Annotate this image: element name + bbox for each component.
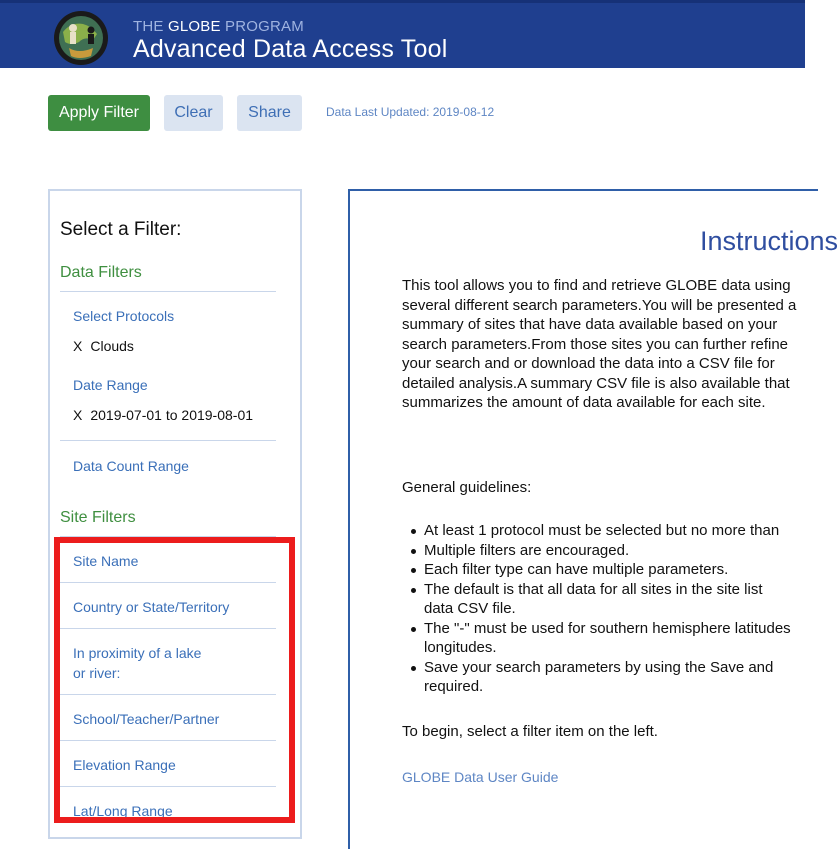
divider [60, 786, 276, 787]
list-item: The "-" must be used for southern hemisphere latitudes longitudes. [408, 619, 828, 658]
remove-date-icon[interactable]: X [73, 407, 83, 423]
app-title: Advanced Data Access Tool [133, 35, 448, 63]
list-item: Each filter type can have multiple parameters. [408, 560, 828, 580]
divider [60, 694, 276, 695]
instructions-panel [348, 189, 838, 849]
instructions-title: Instructions [700, 226, 838, 256]
share-button[interactable]: Share [237, 95, 302, 131]
filter-select-protocols[interactable]: Select Protocols [73, 308, 175, 324]
divider [60, 582, 276, 583]
filter-elevation-range[interactable]: Elevation Range [73, 757, 176, 773]
selected-protocol: X Clouds [73, 338, 134, 354]
app-header [0, 0, 805, 68]
data-last-updated: Data Last Updated: 2019-08-12 [326, 105, 495, 119]
filter-proximity[interactable]: In proximity of a lake or river: [73, 645, 202, 681]
filter-country-state[interactable]: Country or State/Territory [73, 599, 230, 615]
filter-school-teacher-partner[interactable]: School/Teacher/Partner [73, 711, 220, 727]
clear-button[interactable]: Clear [164, 95, 223, 131]
list-item: Multiple filters are encouraged. [408, 541, 828, 561]
divider [60, 740, 276, 741]
filter-site-name[interactable]: Site Name [73, 553, 139, 569]
guidelines-heading: General guidelines: [402, 479, 532, 496]
guidelines-list [408, 521, 828, 697]
user-guide-link[interactable]: GLOBE Data User Guide [402, 769, 559, 785]
globe-logo-icon [49, 10, 113, 66]
filter-date-range[interactable]: Date Range [73, 377, 148, 393]
divider [60, 291, 276, 292]
list-item: The default is that all data for all sites in the site list data CSV file. [408, 580, 828, 619]
sidebar-title: Select a Filter: [60, 219, 182, 240]
selected-date-range: X 2019-07-01 to 2019-08-01 [73, 407, 254, 423]
divider [60, 440, 276, 441]
brand-subtitle: THE GLOBE PROGRAM [133, 18, 304, 35]
intro-paragraph: This tool allows you to find and retrieve GLOBE data using several different search parameters.You will be presented a summary of sites that have data available based on your search parameters.From those sites you can further refine your search and or download the data into a CSV file for detailed analysis.A summary CSV file is also available that summarizes the amount of data available for each site. [402, 277, 797, 411]
remove-protocol-icon[interactable]: X [73, 338, 83, 354]
filter-lat-long-range[interactable]: Lat/Long Range [73, 803, 173, 819]
list-item: Save your search parameters by using the Save and required. [408, 658, 828, 697]
data-filters-heading: Data Filters [60, 264, 142, 281]
divider [60, 628, 276, 629]
filter-data-count-range[interactable]: Data Count Range [73, 458, 189, 474]
list-item: At least 1 protocol must be selected but no more than [408, 521, 828, 541]
site-filters-heading: Site Filters [60, 509, 136, 526]
filter-sidebar [48, 189, 302, 839]
divider [60, 536, 276, 537]
apply-filter-button[interactable]: Apply Filter [48, 95, 150, 131]
begin-instruction: To begin, select a filter item on the left. [402, 723, 658, 740]
